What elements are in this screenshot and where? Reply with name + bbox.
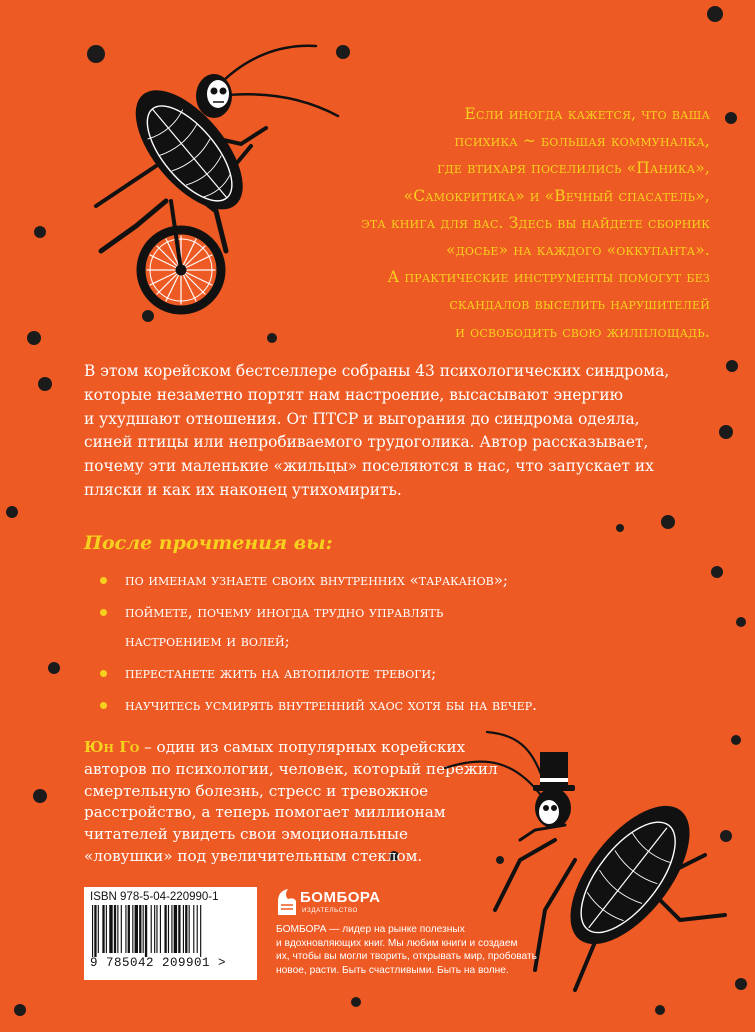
author-name: Юн Го <box>84 738 140 756</box>
barcode-bar <box>151 905 152 953</box>
decorative-dot <box>711 566 723 578</box>
barcode-bar <box>174 905 177 953</box>
publisher-line: их, чтобы вы могли творить, открывать мир, пробовать <box>276 951 537 962</box>
bullet-dot-icon <box>100 609 107 616</box>
isbn-number: ISBN 978-5-04-220990-1 <box>90 891 219 903</box>
decorative-dot <box>34 226 46 238</box>
barcode-bar <box>164 905 166 953</box>
barcode-bar <box>114 905 116 953</box>
description-line: В этом корейском бестселлере собраны 43 психологических синдрома, <box>84 362 670 380</box>
decorative-dot <box>725 112 737 124</box>
intro-line: А практические инструменты помогут без <box>387 268 710 287</box>
publisher-logo-subtitle: ИЗДАТЕЛЬСТВО <box>302 907 358 914</box>
intro-line: «Самокритика» и «Вечный спасатель», <box>403 186 710 205</box>
intro-text <box>170 101 710 346</box>
publisher-line: и вдохновляющих книг. Мы любим книги и создаем <box>276 937 518 949</box>
decorative-dot <box>707 6 723 22</box>
decorative-dot <box>33 789 47 803</box>
author-bio <box>84 737 498 868</box>
publisher-logo-text: БОМБОРА <box>300 889 381 906</box>
description-line: синей птицы или непробиваемого трудоголика. Автор рассказывает, <box>84 433 649 452</box>
barcode-bar <box>143 905 144 953</box>
barcode-bar <box>154 905 155 953</box>
list-item <box>100 598 700 656</box>
barcode-bar <box>168 905 169 953</box>
barcode-digits: 9 785042 209901 > <box>90 956 227 970</box>
decorative-dot <box>6 506 18 518</box>
barcode-bar <box>125 905 126 953</box>
decorative-dot <box>27 331 41 345</box>
bullet-dot-icon <box>100 670 107 677</box>
publisher-logo <box>276 887 416 917</box>
barcode-bar <box>132 905 133 953</box>
list-item <box>100 566 700 595</box>
intro-line: эта книга для вас. Здесь вы найдете сборник <box>361 213 710 232</box>
author-line: авторов по психологии, человек, который пережил <box>84 759 498 778</box>
intro-line: и освободить свою жилплощадь. <box>455 322 710 341</box>
author-line: «ловушки» под увеличительным стеклом. <box>84 846 423 865</box>
barcode-bar <box>139 905 141 953</box>
decorative-dot <box>726 360 738 372</box>
barcode-bar <box>156 905 157 953</box>
intro-line: скандалов выселить нарушителей <box>449 295 710 314</box>
decorative-dot <box>719 425 733 439</box>
decorative-dot <box>38 377 52 391</box>
author-line: расстройство, а теперь помогает миллионам <box>84 803 446 822</box>
barcode-bar <box>160 905 161 953</box>
barcode-bar <box>197 905 198 953</box>
description-line: пляски и как их наконец утихомирить. <box>84 480 402 499</box>
publisher-line: БОМБОРА — лидер на рынке полезных <box>276 924 465 935</box>
barcode-bar <box>98 905 99 953</box>
barcode-icon <box>90 905 251 957</box>
barcode-bar <box>102 905 104 953</box>
list-item-text: поймете, почему иногда трудно управлять <box>125 603 444 621</box>
after-reading-heading: После прочтения вы: <box>84 532 333 554</box>
list-item-text: перестанете жить на автопилоте тревоги; <box>125 664 437 682</box>
intro-line: где втихаря поселились «Паника», <box>437 159 710 178</box>
intro-line: «досье» на каждого «оккупанта». <box>446 241 710 260</box>
barcode-bar <box>189 905 190 953</box>
barcode-bar <box>171 905 172 953</box>
barcode-bar <box>185 905 187 953</box>
barcode-bar <box>92 905 93 957</box>
barcode-bar <box>117 905 118 953</box>
barcode-bar <box>193 905 194 953</box>
description-text <box>84 360 684 503</box>
publisher-description <box>276 923 566 977</box>
author-line: читателей увидеть свои эмоциональные <box>84 825 408 844</box>
intro-line: психика ~ большая коммуналка, <box>454 132 710 151</box>
list-item-text: настроением и волей; <box>125 632 290 650</box>
list-item-text: научитесь усмирять внутренний хаос хотя бы на вечер. <box>125 696 537 714</box>
publisher-line: новое, расти. Быть счастливыми. Быть на волне. <box>276 964 509 976</box>
barcode-bar <box>109 905 112 953</box>
author-line: смертельную болезнь, стресс и тревожное <box>84 781 429 800</box>
bullet-dot-icon <box>100 702 107 709</box>
barcode-bar <box>94 905 96 957</box>
author-line-rest: – один из самых популярных корейских <box>139 738 466 756</box>
intro-line: Если иногда кажется, что ваша <box>464 105 710 123</box>
barcode-bar <box>145 905 147 957</box>
bombora-wave-icon <box>276 887 298 917</box>
decorative-dot <box>661 515 675 529</box>
barcode-bar <box>183 905 184 953</box>
barcode-bar <box>135 905 138 953</box>
barcode-bar <box>200 905 201 957</box>
barcode-bar <box>128 905 130 953</box>
decorative-dot <box>14 1004 26 1016</box>
decorative-dot <box>616 524 624 532</box>
barcode-bar <box>178 905 180 953</box>
bullet-dot-icon <box>100 577 107 584</box>
decorative-dot <box>736 617 746 627</box>
description-line: и ухудшают отношения. От ПТСР и выгорания до синдрома одеяла, <box>84 409 640 428</box>
decorative-dot <box>48 662 60 674</box>
description-line: которые незаметно портят нам настроение, высасывают энергию <box>84 385 624 404</box>
author-line <box>84 737 484 759</box>
barcode-bar <box>106 905 107 953</box>
list-item-text: по именам узнаете своих внутренних «тараканов»; <box>125 571 508 589</box>
barcode-box <box>84 887 257 980</box>
description-line: почему эти маленькие «жильцы» поселяются в нас, что запускает их <box>84 457 654 476</box>
barcode-bar <box>121 905 122 953</box>
decorative-dot <box>351 997 361 1007</box>
